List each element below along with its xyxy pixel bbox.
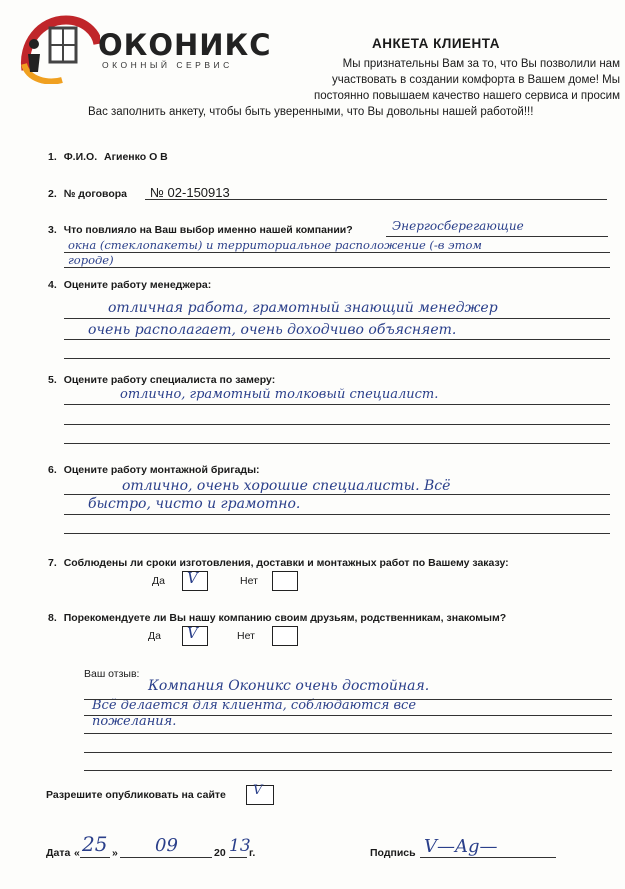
signature[interactable]: V—Ag— xyxy=(424,836,498,857)
publish-label: Разрешите опубликовать на сайте xyxy=(46,789,226,801)
check-mark-icon: V xyxy=(187,569,198,587)
question-number: 4. xyxy=(48,279,57,291)
question-number: 7. xyxy=(48,557,57,569)
question-6 xyxy=(48,464,260,476)
question-number: 2. xyxy=(48,188,57,200)
question-label: Оцените работу специалиста по замеру: xyxy=(63,374,276,386)
logo-name: ОКОНИКС xyxy=(98,28,272,62)
intro-line: участвовать в создании комфорта в Вашем доме! Мы xyxy=(331,74,620,86)
answer-4-line[interactable]: отличная работа, грамотный знающий менеджер xyxy=(108,300,498,316)
date-day[interactable]: 25 xyxy=(82,832,108,856)
answer-5-line[interactable]: отлично, грамотный толковый специалист. xyxy=(120,387,439,402)
question-number: 5. xyxy=(48,374,57,386)
question-3 xyxy=(48,224,353,236)
date-year[interactable]: 13 xyxy=(229,836,251,856)
question-2 xyxy=(48,188,127,200)
intro-line: Мы признательны Вам за то, что Вы позволили нам xyxy=(342,58,620,70)
intro-line: постоянно повышаем качество нашего сервиса и просим xyxy=(314,90,620,102)
question-4 xyxy=(48,279,211,291)
answer-4-line[interactable]: очень располагает, очень доходчиво объясняет. xyxy=(88,322,457,338)
no-checkbox[interactable] xyxy=(272,571,298,591)
question-number: 3. xyxy=(48,224,57,236)
question-label: Оцените работу менеджера: xyxy=(63,279,212,291)
question-5 xyxy=(48,374,275,386)
review-line[interactable]: пожелания. xyxy=(92,714,177,729)
date-close-quote: » xyxy=(112,847,118,859)
question-label: Что повлияло на Ваш выбор именно нашей компании? xyxy=(63,224,353,236)
question-1 xyxy=(48,151,168,163)
no-label: Нет xyxy=(237,630,255,642)
date-year-prefix: 20 xyxy=(214,847,226,859)
question-label: № договора xyxy=(63,188,128,200)
no-label: Нет xyxy=(240,575,258,587)
answer-6-line[interactable]: быстро, чисто и грамотно. xyxy=(88,496,301,512)
form-title: АНКЕТА КЛИЕНТА xyxy=(372,36,500,51)
answer-3-line[interactable]: городе) xyxy=(68,253,114,267)
question-8 xyxy=(48,612,506,624)
question-label: Ф.И.О. xyxy=(63,151,98,163)
date-open-quote: « xyxy=(74,847,80,859)
check-mark-icon: V xyxy=(187,624,198,642)
question-7 xyxy=(48,557,509,569)
answer-6-line[interactable]: отлично, очень хорошие специалисты. Всё xyxy=(122,478,451,494)
logo-tagline: ОКОННЫЙ СЕРВИС xyxy=(102,60,233,70)
review-line[interactable]: Всё делается для клиента, соблюдаются все xyxy=(92,698,417,713)
signature-label: Подпись xyxy=(370,847,416,859)
question-label: Соблюдены ли сроки изготовления, доставки и монтажных работ по Вашему заказу: xyxy=(63,557,509,569)
question-answer[interactable]: Агиенко О В xyxy=(104,151,168,163)
contract-number-field[interactable]: № 02-150913 xyxy=(150,185,230,200)
question-label: Порекомендуете ли Вы нашу компанию своим друзьям, родственникам, знакомым? xyxy=(63,612,507,624)
review-line[interactable]: Компания Оконикс очень достойная. xyxy=(148,678,430,694)
yes-label: Да xyxy=(148,630,161,642)
intro-text xyxy=(70,56,625,120)
date-year-unit: г. xyxy=(249,847,256,859)
question-label: Оцените работу монтажной бригады: xyxy=(63,464,260,476)
question-number: 1. xyxy=(48,151,57,163)
check-mark-icon: V xyxy=(253,783,263,798)
review-label: Ваш отзыв: xyxy=(84,668,140,680)
date-month[interactable]: 09 xyxy=(155,835,178,856)
date-label: Дата xyxy=(46,847,71,859)
question-number: 6. xyxy=(48,464,57,476)
question-number: 8. xyxy=(48,612,57,624)
answer-3-line[interactable]: Энергосберегающие xyxy=(392,219,524,233)
yes-label: Да xyxy=(152,575,165,587)
no-checkbox[interactable] xyxy=(272,626,298,646)
intro-line: Вас заполнить анкету, чтобы быть уверенными, что Вы довольны нашей работой!!! xyxy=(88,106,534,118)
answer-3-line[interactable]: окна (стеклопакеты) и территориальное расположение (-в этом xyxy=(68,238,482,252)
